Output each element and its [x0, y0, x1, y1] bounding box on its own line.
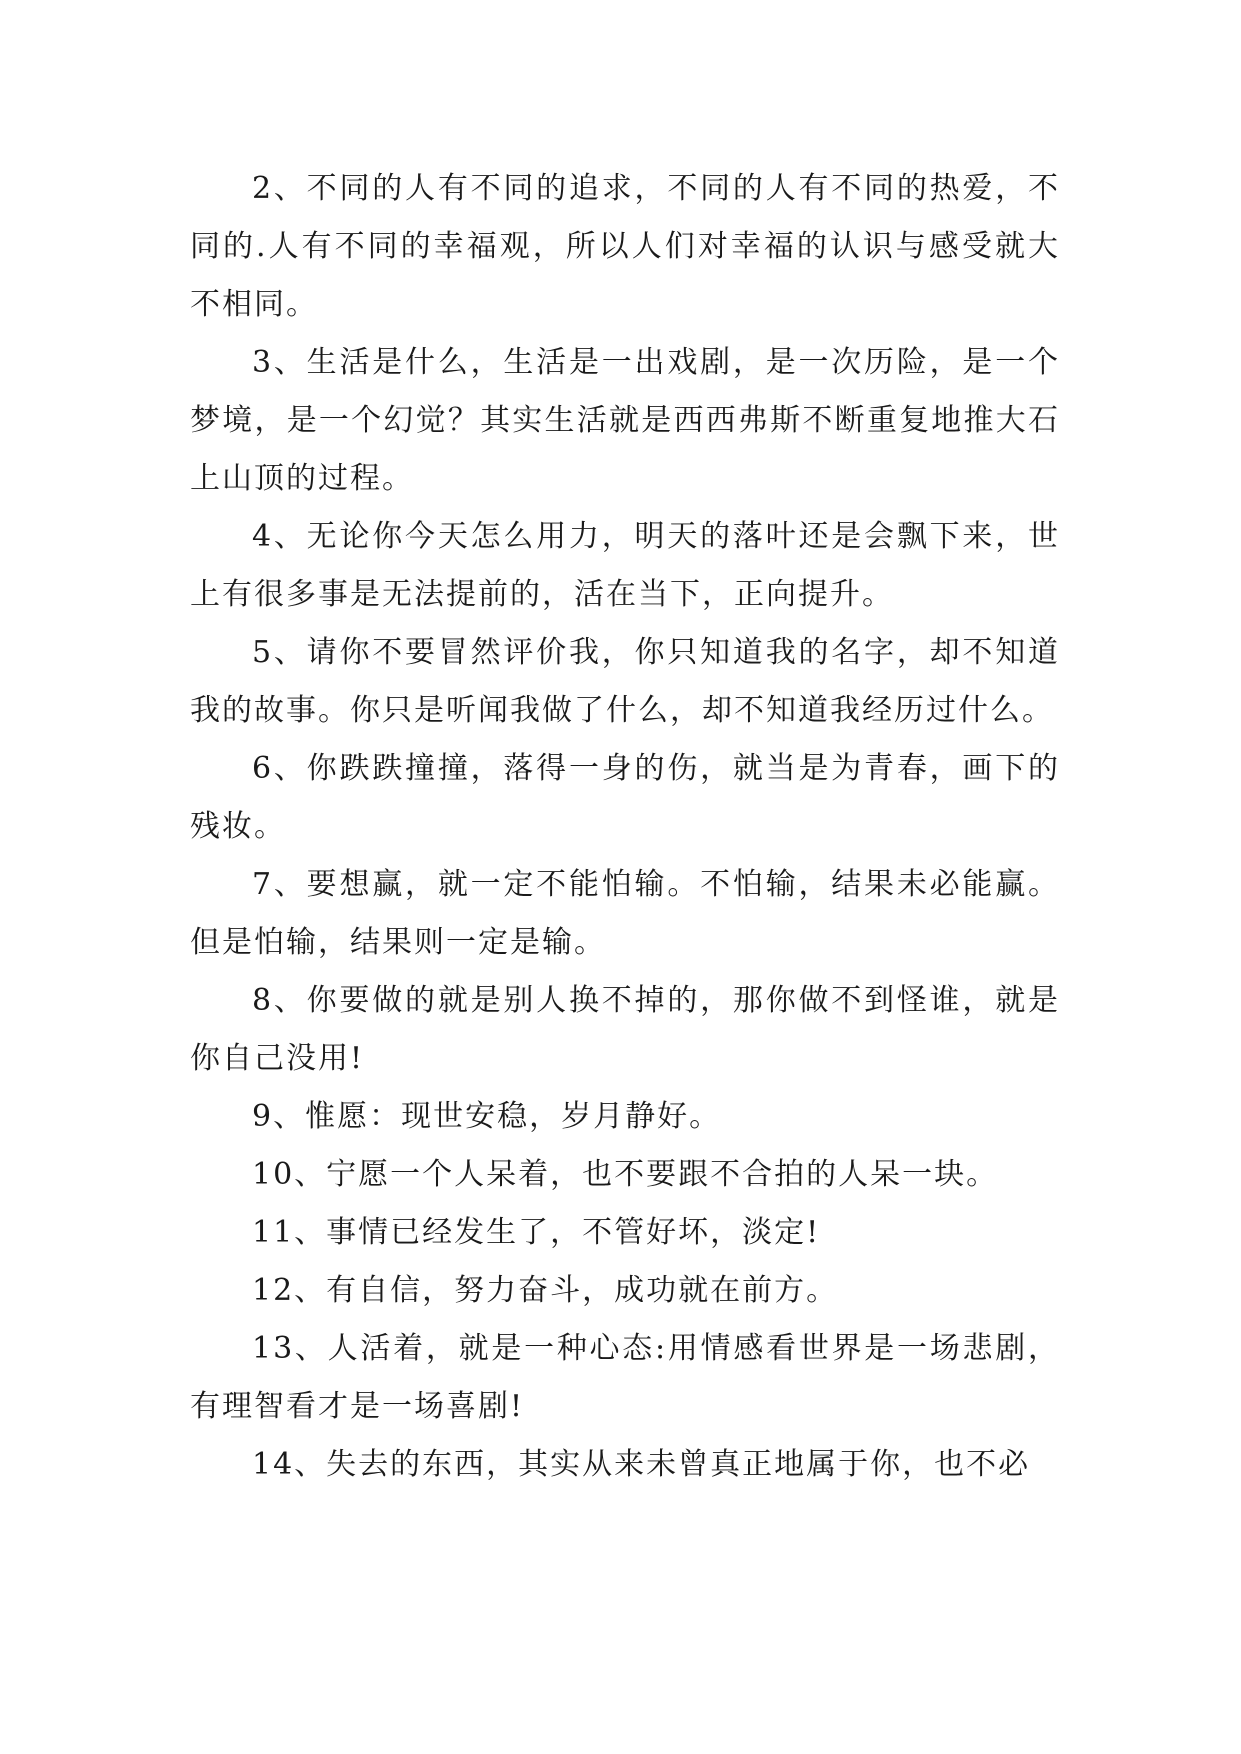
paragraph-12: 12、有自信，努力奋斗，成功就在前方。 [252, 1273, 839, 1308]
paragraph-13: 13、人活着，就是一种心态:用情感看世界是一场悲剧，有理智看才是一场喜剧! [190, 1331, 1060, 1424]
paragraph-3: 3、生活是什么，生活是一出戏剧，是一次历险，是一个梦境，是一个幻觉？其实生活就是西西弗斯不断重复地推大石上山顶的过程。 [190, 345, 1060, 496]
paragraph-9: 9、惟愿：现世安稳，岁月静好。 [252, 1099, 722, 1134]
paragraph-11: 11、事情已经发生了，不管好坏，淡定! [252, 1215, 821, 1250]
paragraph-8: 8、你要做的就是别人换不掉的，那你做不到怪谁，就是你自己没用! [190, 983, 1060, 1076]
document-body [190, 160, 1060, 1494]
paragraph-4: 4、无论你今天怎么用力，明天的落叶还是会飘下来，世上有很多事是无法提前的，活在当下，正向提升。 [190, 519, 1060, 612]
paragraph-14: 14、失去的东西，其实从来未曾真正地属于你，也不必 [252, 1447, 1031, 1482]
paragraph-6: 6、你跌跌撞撞，落得一身的伤，就当是为青春，画下的残妆。 [190, 751, 1060, 844]
paragraph-5: 5、请你不要冒然评价我，你只知道我的名字，却不知道我的故事。你只是听闻我做了什么，却不知道我经历过什么。 [190, 635, 1060, 728]
paragraph-7: 7、要想赢，就一定不能怕输。不怕输，结果未必能赢。但是怕输，结果则一定是输。 [190, 867, 1060, 960]
paragraph-2: 2、不同的人有不同的追求，不同的人有不同的热爱，不同的.人有不同的幸福观，所以人们对幸福的认识与感受就大不相同。 [190, 171, 1060, 322]
paragraph-10: 10、宁愿一个人呆着，也不要跟不合拍的人呆一块。 [252, 1157, 999, 1192]
